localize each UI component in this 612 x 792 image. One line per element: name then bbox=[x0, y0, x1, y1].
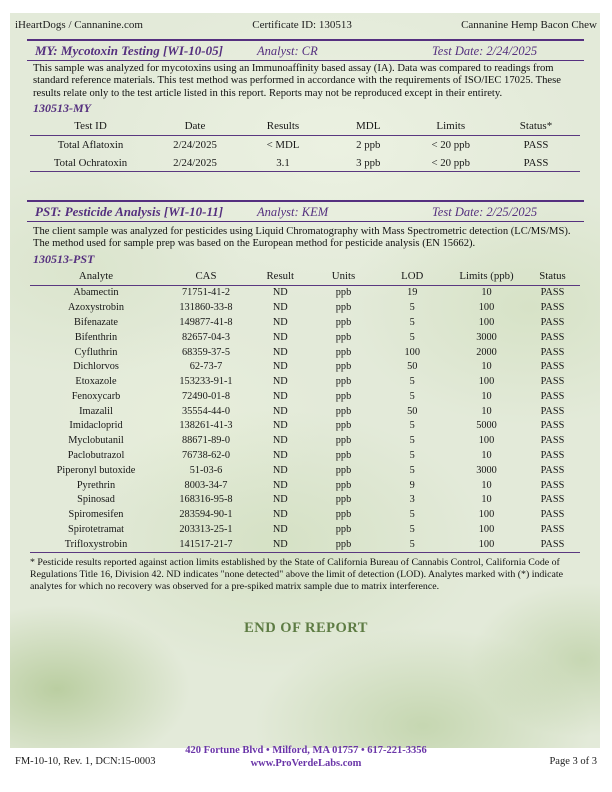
mycotoxin-test-date-label: Test Date: 2/24/2025 bbox=[432, 44, 538, 58]
mycotoxin-sample-id: 130513-MY bbox=[33, 101, 91, 115]
table-cell: 100 bbox=[478, 316, 495, 328]
table-cell: PASS bbox=[540, 538, 565, 550]
mycotoxin-section-title: MY: Mycotoxin Testing [WI-10-05] bbox=[35, 43, 223, 58]
table-row bbox=[30, 404, 580, 419]
table-row bbox=[30, 359, 580, 374]
table-cell: 3 bbox=[409, 494, 415, 506]
table-cell: PASS bbox=[540, 509, 565, 521]
table-cell: < 20 ppb bbox=[431, 139, 470, 151]
table-cell: ppb bbox=[335, 316, 352, 328]
table-cell: 5 bbox=[409, 509, 415, 521]
table-cell: ND bbox=[272, 479, 288, 491]
table-cell: 71751-41-2 bbox=[181, 287, 231, 299]
table-row bbox=[30, 537, 580, 552]
table-cell: 5 bbox=[409, 420, 415, 432]
table-cell: Spinosad bbox=[77, 494, 115, 506]
table-cell: Total Aflatoxin bbox=[57, 139, 124, 151]
table-cell: 2000 bbox=[476, 346, 497, 358]
table-cell: ppb bbox=[335, 464, 352, 476]
table-cell: Imidacloprid bbox=[69, 420, 123, 432]
table-cell: ppb bbox=[335, 538, 352, 550]
table-cell: ppb bbox=[335, 346, 352, 358]
table-cell: 100 bbox=[478, 376, 495, 388]
table-header-cell: Test ID bbox=[30, 119, 151, 136]
table-cell: ND bbox=[272, 464, 288, 476]
table-cell: Fenoxycarb bbox=[71, 390, 121, 402]
table-cell: 149877-41-8 bbox=[179, 316, 233, 328]
table-cell: 141517-21-7 bbox=[179, 538, 233, 550]
footer-address: 420 Fortune Blvd • Milford, MA 01757 • 617-221-3356 bbox=[185, 745, 427, 756]
table-cell: PASS bbox=[540, 287, 565, 299]
table-cell: 10 bbox=[481, 287, 492, 299]
table-header-cell: CAS bbox=[162, 269, 250, 285]
table-header-row bbox=[30, 119, 580, 136]
table-row bbox=[30, 330, 580, 345]
table-cell: 72490-01-8 bbox=[181, 390, 231, 402]
header-certificate-id: Certificate ID: 130513 bbox=[252, 19, 352, 31]
table-cell: PASS bbox=[540, 390, 565, 402]
table-cell: 5 bbox=[409, 464, 415, 476]
table-header-cell: Results bbox=[239, 119, 327, 136]
table-cell: 5 bbox=[409, 331, 415, 343]
table-cell: Piperonyl butoxide bbox=[56, 464, 136, 476]
table-cell: 3.1 bbox=[276, 156, 290, 169]
table-cell: Bifenazate bbox=[73, 316, 119, 328]
table-row bbox=[30, 433, 580, 448]
table-cell: ppb bbox=[335, 331, 352, 343]
table-cell: ND bbox=[272, 287, 288, 299]
table-cell: < 20 ppb bbox=[431, 156, 470, 169]
table-cell: ND bbox=[272, 435, 288, 447]
table-header-cell: Units bbox=[311, 269, 377, 285]
table-cell: ppb bbox=[335, 405, 352, 417]
table-cell: PASS bbox=[540, 376, 565, 388]
table-row bbox=[30, 389, 580, 404]
table-cell: 5 bbox=[409, 449, 415, 461]
table-row bbox=[30, 419, 580, 434]
table-cell: PASS bbox=[540, 331, 565, 343]
mycotoxin-analyst-label: Analyst: CR bbox=[257, 44, 318, 58]
table-cell: 3 ppb bbox=[356, 156, 381, 169]
section-header-mycotoxin bbox=[27, 39, 584, 61]
table-cell: PASS bbox=[540, 361, 565, 373]
pesticide-sample-id: 130513-PST bbox=[33, 252, 95, 266]
table-cell: PASS bbox=[540, 494, 565, 506]
pesticide-section-title: PST: Pesticide Analysis [WI-10-11] bbox=[35, 204, 224, 219]
table-header-cell: Status* bbox=[492, 119, 580, 136]
table-cell: 138261-41-3 bbox=[179, 420, 233, 432]
table-cell: ppb bbox=[335, 376, 352, 388]
pesticide-analyst-label: Analyst: KEM bbox=[257, 205, 329, 219]
table-cell: 5 bbox=[409, 390, 415, 402]
table-cell: < MDL bbox=[266, 139, 300, 151]
table-cell: 5000 bbox=[476, 420, 497, 432]
table-cell: 5 bbox=[409, 523, 415, 535]
table-row bbox=[30, 507, 580, 522]
table-cell: ppb bbox=[335, 479, 352, 491]
pesticide-results-table bbox=[30, 269, 580, 553]
table-cell: ND bbox=[272, 538, 288, 550]
table-cell: 5 bbox=[409, 316, 415, 328]
table-cell: 50 bbox=[407, 361, 418, 373]
table-cell: 2/24/2025 bbox=[173, 139, 217, 151]
table-row bbox=[30, 315, 580, 330]
table-row bbox=[30, 463, 580, 478]
doc-header bbox=[15, 19, 597, 31]
table-cell: 3000 bbox=[476, 331, 497, 343]
table-cell: 51-03-6 bbox=[189, 464, 223, 476]
table-cell: ppb bbox=[335, 523, 352, 535]
table-cell: ND bbox=[272, 361, 288, 373]
table-cell: 19 bbox=[407, 287, 418, 299]
table-cell: ppb bbox=[335, 287, 352, 299]
table-cell: Trifloxystrobin bbox=[64, 538, 128, 550]
table-cell: 100 bbox=[404, 346, 420, 358]
table-cell: ND bbox=[272, 316, 288, 328]
table-cell: PASS bbox=[540, 316, 565, 328]
table-cell: 10 bbox=[481, 494, 492, 506]
pesticide-test-date-label: Test Date: 2/25/2025 bbox=[432, 205, 538, 219]
table-header-cell: Analyte bbox=[30, 269, 162, 285]
pesticide-description: The client sample was analyzed for pesticides using Liquid Chromatography with Mass Spectrometric detection (LC/MS/MS). The method used for sample prep was based on the European method for pesticide analysis (EN 15662). bbox=[33, 226, 571, 250]
table-cell: 100 bbox=[478, 302, 495, 314]
table-cell: PASS bbox=[523, 156, 549, 169]
table-cell: ppb bbox=[335, 509, 352, 521]
table-cell: Bifenthrin bbox=[74, 331, 118, 343]
table-cell: PASS bbox=[540, 346, 565, 358]
table-cell: Total Ochratoxin bbox=[53, 156, 128, 169]
section-header-pesticide bbox=[27, 200, 584, 222]
table-cell: Abamectin bbox=[73, 287, 119, 299]
table-cell: Pyrethrin bbox=[76, 479, 116, 491]
table-cell: ppb bbox=[335, 435, 352, 447]
table-cell: 153233-91-1 bbox=[179, 376, 233, 388]
table-cell: ND bbox=[272, 302, 288, 314]
footer-website-link: www.ProVerdeLabs.com bbox=[250, 757, 362, 769]
table-cell: 35554-44-0 bbox=[181, 405, 231, 417]
table-cell: 5 bbox=[409, 302, 415, 314]
table-cell: 8003-34-7 bbox=[184, 479, 228, 491]
table-cell: ppb bbox=[335, 302, 352, 314]
table-cell: PASS bbox=[540, 449, 565, 461]
table-cell: ppb bbox=[335, 494, 352, 506]
table-cell: PASS bbox=[540, 464, 565, 476]
table-cell: ND bbox=[272, 494, 288, 506]
table-cell: PASS bbox=[540, 435, 565, 447]
table-cell: 100 bbox=[478, 538, 495, 550]
table-cell: ND bbox=[272, 331, 288, 343]
table-cell: 50 bbox=[407, 405, 418, 417]
table-row bbox=[30, 136, 580, 154]
table-header-cell: Result bbox=[250, 269, 311, 285]
table-cell: 10 bbox=[481, 449, 492, 461]
table-cell: ND bbox=[272, 420, 288, 432]
table-header-cell: MDL bbox=[327, 119, 410, 136]
table-cell: ND bbox=[272, 346, 288, 358]
table-cell: Spiromesifen bbox=[68, 509, 124, 521]
table-row bbox=[30, 522, 580, 537]
table-cell: ppb bbox=[335, 361, 352, 373]
table-cell: 62-73-7 bbox=[189, 361, 223, 373]
table-cell: 10 bbox=[481, 390, 492, 402]
table-cell: 2/24/2025 bbox=[173, 156, 217, 169]
header-client-name: iHeartDogs / Cannanine.com bbox=[15, 19, 143, 31]
table-cell: ND bbox=[272, 509, 288, 521]
end-of-report-label: END OF REPORT bbox=[244, 620, 368, 636]
table-cell: 68359-37-5 bbox=[181, 346, 231, 358]
header-product-name: Cannanine Hemp Bacon Chew bbox=[461, 19, 597, 31]
table-row bbox=[30, 285, 580, 300]
table-cell: 9 bbox=[409, 479, 415, 491]
table-header-cell: Status bbox=[525, 269, 580, 285]
table-row bbox=[30, 300, 580, 315]
table-cell: Dichlorvos bbox=[73, 361, 119, 373]
table-row bbox=[30, 448, 580, 463]
table-cell: PASS bbox=[540, 405, 565, 417]
table-cell: 100 bbox=[478, 509, 495, 521]
table-cell: ppb bbox=[335, 420, 352, 432]
table-cell: ppb bbox=[335, 390, 352, 402]
footer-page-number: Page 3 of 3 bbox=[549, 756, 597, 767]
table-cell: ppb bbox=[335, 449, 352, 461]
mycotoxin-results-table bbox=[30, 119, 580, 172]
mycotoxin-description: This sample was analyzed for mycotoxins using an Immunoaffinity based assay (IA). Data was compared to readings from standard reference materials. This test method was performed in accordance with the requirements of ISO/IEC 17025. These results relate only to the test article listed in this report. Reports may not be reproduced except in their entirety. bbox=[33, 63, 561, 99]
table-cell: 5 bbox=[409, 538, 415, 550]
table-cell: 82657-04-3 bbox=[181, 331, 231, 343]
table-cell: ND bbox=[272, 523, 288, 535]
table-row bbox=[30, 154, 580, 172]
table-cell: 5 bbox=[409, 435, 415, 447]
footer-doc-id: FM-10-10, Rev. 1, DCN:15-0003 bbox=[15, 756, 156, 767]
table-cell: Etoxazole bbox=[75, 376, 117, 388]
pesticide-footnote: * Pesticide results reported against action limits established by the State of California Bureau of Cannabis Control, California Code of Regulations Title 16, Division 42. ND indicates "none detected" above the limit of detection (LOD). Analytes marked with (*) indicate analytes for which no recovery was observed for a pre-spiked matrix sample due to matrix interference. bbox=[30, 557, 563, 592]
table-cell: Myclobutanil bbox=[68, 435, 124, 447]
table-cell: Paclobutrazol bbox=[67, 449, 125, 461]
table-cell: PASS bbox=[540, 523, 565, 535]
table-cell: ND bbox=[272, 376, 288, 388]
table-cell: 203313-25-1 bbox=[179, 523, 233, 535]
table-cell: 100 bbox=[478, 523, 495, 535]
table-cell: 88671-89-0 bbox=[181, 435, 231, 447]
table-cell: PASS bbox=[540, 420, 565, 432]
table-cell: 2 ppb bbox=[356, 139, 381, 151]
table-cell: 168316-95-8 bbox=[179, 494, 233, 506]
table-header-cell: Limits (ppb) bbox=[448, 269, 525, 285]
table-cell: 76738-62-0 bbox=[181, 449, 231, 461]
table-cell: PASS bbox=[540, 479, 565, 491]
table-cell: PASS bbox=[540, 302, 565, 314]
table-cell: ND bbox=[272, 390, 288, 402]
table-cell: 131860-33-8 bbox=[179, 302, 233, 314]
table-header-row bbox=[30, 269, 580, 285]
table-cell: Spirotetramat bbox=[67, 523, 125, 535]
table-row bbox=[30, 345, 580, 360]
table-cell: 5 bbox=[409, 376, 415, 388]
table-cell: Cyfluthrin bbox=[74, 346, 118, 358]
table-cell: 100 bbox=[478, 435, 495, 447]
table-cell: ND bbox=[272, 449, 288, 461]
table-row bbox=[30, 374, 580, 389]
table-cell: 10 bbox=[481, 405, 492, 417]
table-cell: 10 bbox=[481, 361, 492, 373]
table-cell: 3000 bbox=[476, 464, 497, 476]
table-header-cell: Limits bbox=[410, 119, 493, 136]
table-cell: 283594-90-1 bbox=[179, 509, 233, 521]
table-cell: 10 bbox=[481, 479, 492, 491]
table-cell: ND bbox=[272, 405, 288, 417]
table-header-cell: Date bbox=[151, 119, 239, 136]
table-row bbox=[30, 492, 580, 507]
table-header-cell: LOD bbox=[377, 269, 449, 285]
table-row bbox=[30, 478, 580, 493]
table-cell: PASS bbox=[523, 139, 549, 151]
table-cell: Azoxystrobin bbox=[67, 302, 125, 314]
table-cell: Imazalil bbox=[79, 405, 113, 417]
